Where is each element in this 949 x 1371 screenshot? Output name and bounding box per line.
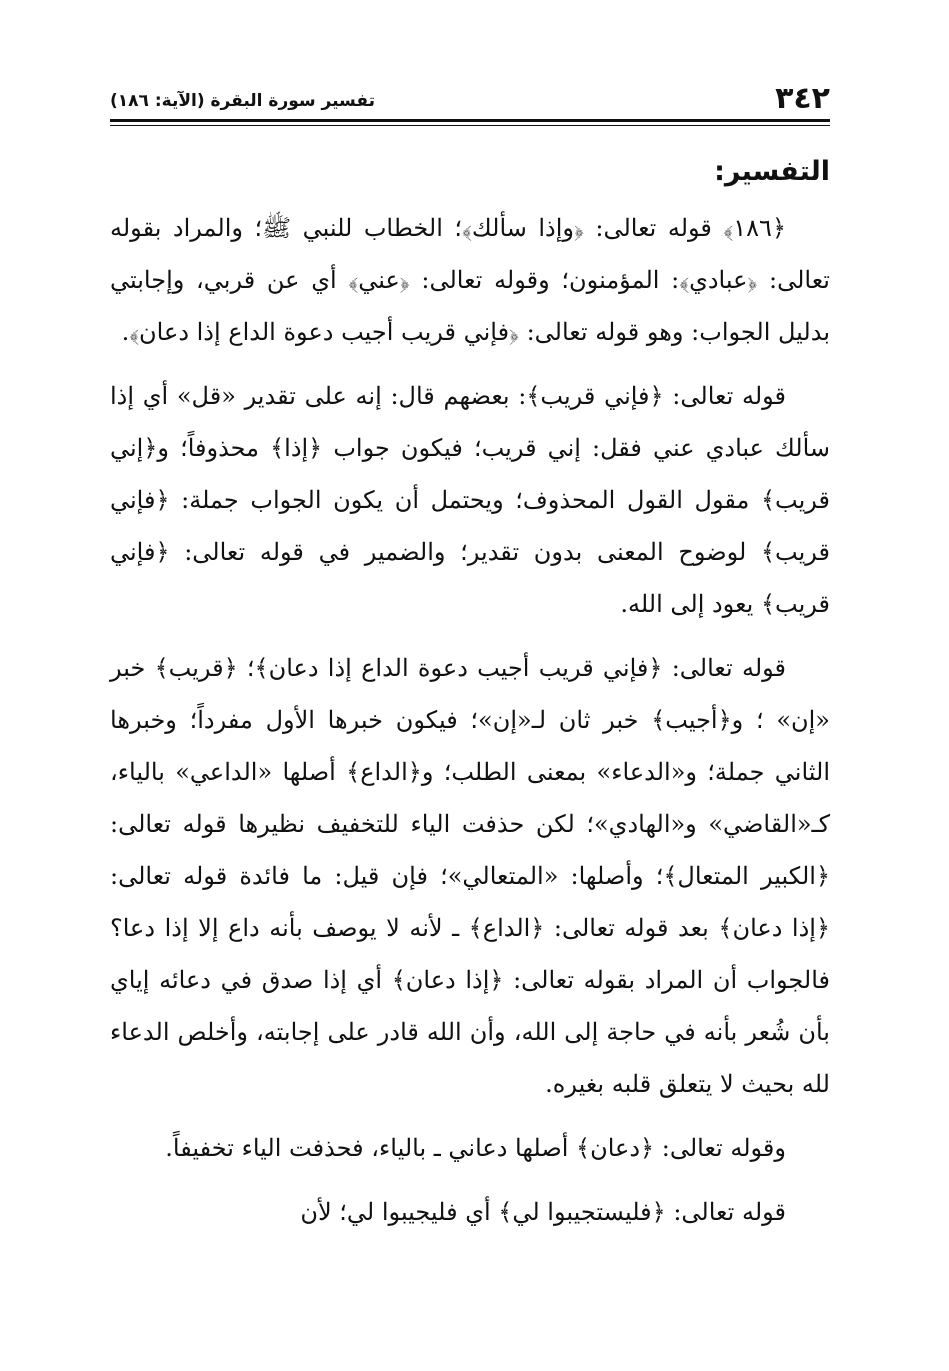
- paragraph-falyastajibu: قوله تعالى: ﴿فليستجيبوا لي﴾ أي فليجيبوا لي؛ لأن: [300, 1198, 786, 1227]
- running-title: تفسير سورة البقرة (الآية: ١٨٦): [110, 91, 375, 111]
- paragraph-fa-inni-qarib: قوله تعالى: ﴿فإني قريب﴾: بعضهم قال: إنه على تقدير «قل» أي إذا سألك عبادي عني فقل: إني قريب؛ فيكون جواب ﴿إذا﴾ محذوفاً؛ و﴿إني قريب﴾ مقول القول المحذوف؛ ويحتمل أن يكون الجواب جملة: ﴿فإني قريب﴾ لوضوح المعنى بدون تقدير؛ والضمير في قوله تعالى: ﴿فإني قريب﴾ يعود إلى الله.: [110, 382, 830, 619]
- page-number: ٣٤٢: [775, 81, 830, 116]
- paragraph-ujibu-dawat: قوله تعالى: ﴿فإني قريب أجيب دعوة الداع إذا دعان﴾؛ ﴿قريب﴾ خبر «إن» ؛ و﴿أجيب﴾ خبر ثان لـ«إن»؛ فيكون خبرها الأول مفرداً؛ وخبرها الثاني جملة؛ و«الدعاء» بمعنى الطلب؛ و﴿الداع﴾ أصلها «الداعي» بالياء، كـ«القاضي» و«الهادي»؛ لكن حذفت الياء للتخفيف نظيرها قوله تعالى: ﴿الكبير المتعال﴾؛ وأصلها: «المتعالي»؛ فإن قيل: ما فائدة قوله تعالى: ﴿إذا دعان﴾ بعد قوله تعالى: ﴿الداع﴾ ـ لأنه لا يوصف بأنه داع إلا إذا دعا؟ فالجواب أن المراد بقوله تعالى: ﴿إذا دعان﴾ أي إذا صدق في دعائه إياي بأن شُعر بأنه في حاجة إلى الله، وأن الله قادر على إجابته، وأخلص الدعاء لله بحيث لا يتعلق قلبه بغيره.: [110, 654, 831, 1099]
- running-header: [110, 70, 830, 114]
- book-page: [110, 70, 830, 1250]
- section-heading: التفسير:: [714, 156, 830, 187]
- paragraph-daan: وقوله تعالى: ﴿دعان﴾ أصلها دعاني ـ بالياء، فحذفت الياء تخفيفاً.: [165, 1134, 786, 1163]
- paragraph-verse-intro: ﴿١٨٦﴾ قوله تعالى: ﴿وإذا سألك﴾؛ الخطاب للنبي ﷺ؛ والمراد بقوله تعالى: ﴿عبادي﴾: المؤمنون؛ وقوله تعالى: ﴿عني﴾ أي عن قربي، وإجابتي بدليل الجواب: وهو قوله تعالى: ﴿فإني قريب أجيب دعوة الداع إذا دعان﴾.: [110, 214, 830, 347]
- header-rule-thin: [110, 125, 830, 126]
- header-rule-thick: [110, 119, 830, 122]
